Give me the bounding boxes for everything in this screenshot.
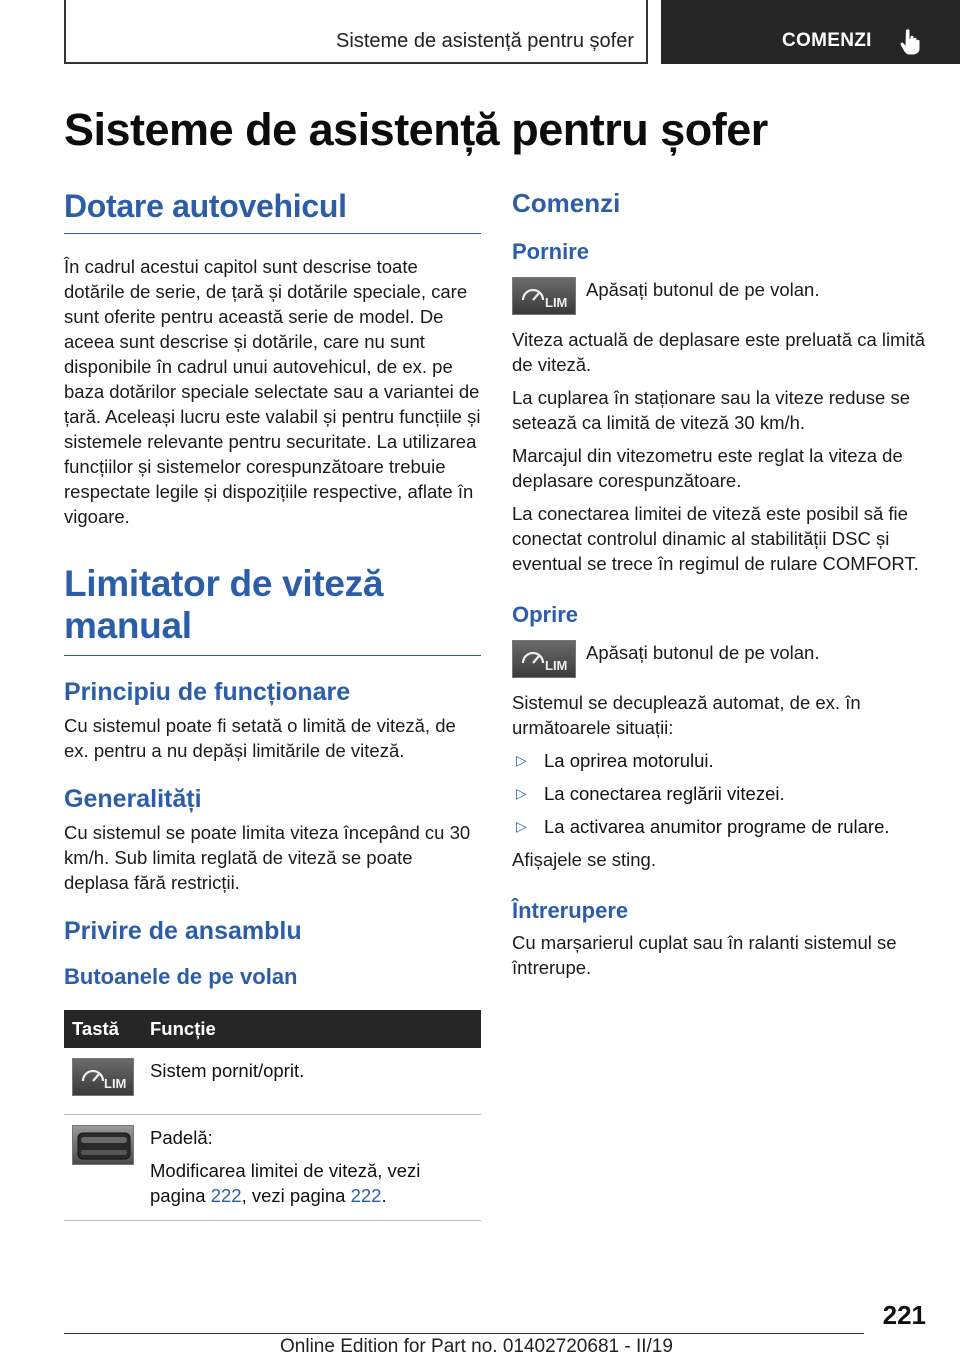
list-item (512, 781, 926, 806)
pornire-paragraph-2: La cuplarea în staționare sau la viteze reduse se setează ca limită de viteză 30 km/h. (512, 387, 910, 433)
table-header-function: Funcție (142, 1010, 481, 1048)
list-item-text: La oprirea motorului. (544, 750, 714, 771)
lim-label: LIM (545, 658, 568, 673)
paddle-text-a: Modificarea limitei de viteză, vezi pagina (150, 1160, 421, 1206)
footer-edition: Online Edition for Part no. 01402720681 - II/19 (280, 1336, 673, 1357)
right-column (512, 188, 926, 980)
oprire-paragraph-2: Afișajele se sting. (512, 849, 656, 870)
generalitati-heading: Generalități (64, 785, 202, 813)
table-cell-function: Sistem pornit/oprit. (142, 1048, 481, 1115)
oprire-button-text: Apăsați butonul de pe volan. (586, 642, 820, 663)
paddle-text-c: . (381, 1185, 387, 1206)
header-section-title: Sisteme de asistență pentru șofer (336, 30, 634, 52)
keys-table (64, 1010, 481, 1221)
pornire-button-text: Apăsați butonul de pe volan. (586, 279, 820, 300)
list-item-text: La conectarea reglării vitezei. (544, 783, 785, 804)
lim-button-icon (512, 640, 576, 678)
intrerupere-text: Cu marșarierul cuplat sau în ralanti sistemul se întrerupe. (512, 932, 897, 978)
dotare-heading: Dotare autovehicul (64, 188, 481, 234)
principiu-text: Cu sistemul poate fi setată o limită de viteză, de ex. pentru a nu depăși limitările de viteză. (64, 715, 456, 761)
page-link-222[interactable]: 222 (210, 1185, 242, 1206)
oprire-button-row (512, 640, 926, 678)
lim-button-icon (72, 1058, 134, 1096)
table-row (64, 1115, 481, 1221)
header-tab-label: COMENZI (782, 30, 872, 51)
table-row (64, 1048, 481, 1115)
limitator-heading: Limitator de viteză manual (64, 563, 481, 656)
pornire-paragraph-3: Marcajul din vitezometru este reglat la viteza de deplasare corespunzătoare. (512, 445, 903, 491)
table-cell-function (142, 1115, 481, 1221)
table-cell-key (64, 1048, 142, 1115)
list-item (512, 748, 926, 773)
paddle-icon (72, 1125, 134, 1165)
hand-pointer-icon (897, 27, 925, 55)
page-title: Sisteme de asistență pentru șofer (64, 104, 768, 155)
paddle-text-b: , vezi pagina (241, 1185, 351, 1206)
list-item-text: La activarea anumitor programe de rulare. (544, 816, 890, 837)
table-cell-key (64, 1115, 142, 1221)
lim-button-icon (512, 277, 576, 315)
oprire-heading: Oprire (512, 602, 579, 627)
dotare-text: În cadrul acestui capitol sunt descrise toate dotările de serie, de țară și dotările speciale, care sunt oferite pentru această serie de model. De aceea sunt descrise și dotările, care nu sunt disponibile în cadrul unui autovehicul, de ex. pe baza dotărilor speciale selectate sau a variantei de țară. Aceleași lucru este valabil și pentru funcțiile și sistemele relevante pentru securitate. La utilizarea funcțiilor și sistemelor corespunzătoare trebuie respectate legile și dispozițiile respective, aflate în vigoare. (64, 256, 481, 527)
header-section-box (64, 0, 648, 64)
pornire-paragraph-4: La conectarea limitei de viteză este posibil să fie conectat controlul dinamic al stabilității DSC și eventual se trece în regimul de rulare COMFORT. (512, 503, 919, 574)
lim-label: LIM (104, 1076, 127, 1091)
left-column (64, 188, 481, 1221)
comenzi-heading: Comenzi (512, 188, 621, 218)
pornire-paragraph-1: Viteza actuală de deplasare este preluată ca limită de viteză. (512, 329, 926, 375)
footer-divider (64, 1333, 864, 1334)
paddle-title: Padelă: (150, 1127, 213, 1148)
butoane-heading: Butoanele de pe volan (64, 964, 298, 989)
list-item (512, 814, 926, 839)
generalitati-text: Cu sistemul se poate limita viteza începând cu 30 km/h. Sub limita reglată de viteză se poate deplasa fără restricții. (64, 822, 471, 893)
page-link-222-second[interactable]: 222 (350, 1185, 382, 1206)
oprire-paragraph-1: Sistemul se decuplează automat, de ex. în următoarele situații: (512, 692, 861, 738)
triangle-bullet-icon: ▷ (516, 752, 527, 768)
triangle-bullet-icon: ▷ (516, 785, 527, 801)
intrerupere-heading: Întrerupere (512, 898, 629, 923)
page-number: 221 (882, 1300, 926, 1330)
privire-heading: Privire de ansamblu (64, 917, 302, 945)
pornire-heading: Pornire (512, 239, 590, 264)
pornire-button-row (512, 277, 926, 315)
triangle-bullet-icon: ▷ (516, 818, 527, 834)
principiu-heading: Principiu de funcționare (64, 678, 351, 706)
paddle-description (150, 1158, 473, 1208)
table-header-key: Tastă (64, 1010, 142, 1048)
header-tab-comenzi[interactable] (661, 0, 960, 64)
lim-label: LIM (545, 295, 568, 310)
